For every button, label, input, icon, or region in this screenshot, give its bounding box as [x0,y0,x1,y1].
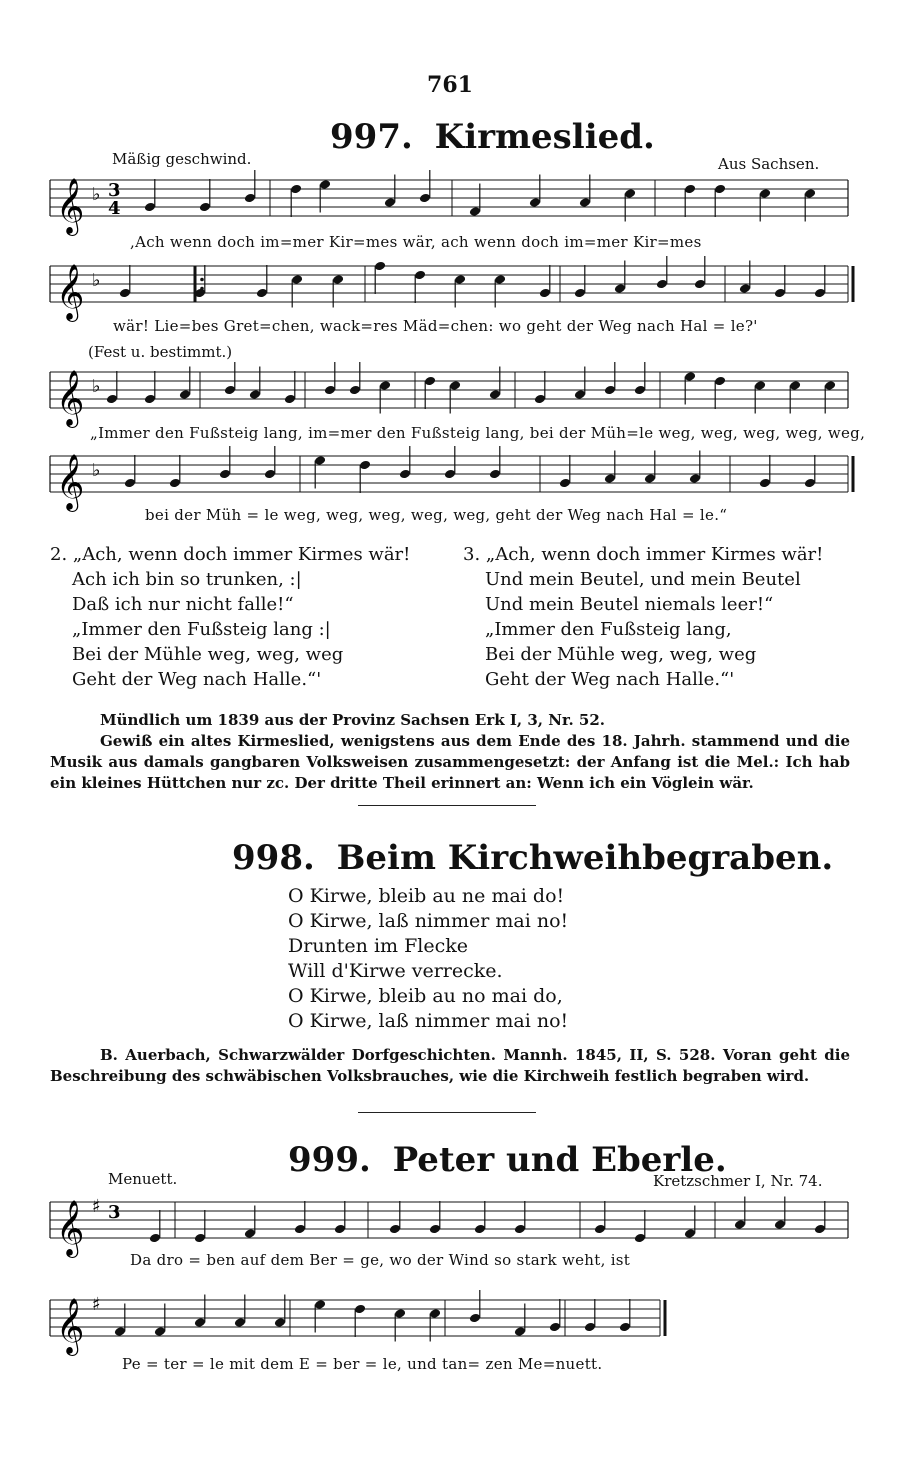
verse-3-line: Und mein Beutel niemals leer!“ [485,594,774,615]
staff-997-1 [0,170,900,234]
song-998-heading [232,838,833,878]
staff-999-2 [0,1290,900,1354]
staff-999-1 [0,1192,900,1256]
staff-997-4 [0,446,900,510]
flat-sign-icon: ♭ [92,459,101,481]
time-signature-numerator: 3 [108,1202,121,1224]
poem-line: O Kirwe, laß nimmer mai no! [288,910,569,932]
song-997-tempo: Mäßig geschwind. [112,150,252,168]
verse-2-line: Daß ich nur nicht falle!“ [72,594,294,615]
flat-sign-icon: ♭ [92,183,101,205]
staff-997-2 [0,256,900,320]
verse-2-line: 2. „Ach, wenn doch immer Kirmes wär! [50,544,411,565]
song-997-tempo-2: (Fest u. bestimmt.) [88,343,233,361]
treble-clef-icon: 𝄞 [56,178,85,234]
song-997-commentary: Gewiß ein altes Kirmeslied, wenigstens aus dem Ende des 18. Jahrh. stammend und die Musik aus damals gangbaren Volksweisen zusammengesetzt: der Anfang ist die Mel.: Ich hab ein kleines Hüttchen nur zc. Der dritte Theil erinnert an: Wenn ich ein Vöglein wär. [50,732,850,792]
song-998-number: 998. [232,838,315,878]
verse-2-line: Geht der Weg nach Halle.“' [72,669,322,690]
poem-line: O Kirwe, bleib au no mai do, [288,985,563,1007]
song-999-title: Peter und Eberle. [392,1140,727,1180]
song-997-heading [330,117,655,157]
lyrics-997-line-1: ,Ach wenn doch im=mer Kir=mes wär, ach wenn doch im=mer Kir=mes [130,233,702,251]
sharp-sign-icon: ♯ [92,1195,101,1217]
verse-2-line: „Immer den Fußsteig lang :| [72,619,331,640]
poem-line: O Kirwe, bleib au ne mai do! [288,885,565,907]
lyrics-999-line-1: Da dro = ben auf dem Ber = ge, wo der Wind so stark weht, ist [130,1251,631,1269]
time-signature-numerator: 3 [108,180,121,202]
song-997-origin: Aus Sachsen. [718,155,820,173]
poem-line: Drunten im Flecke [288,935,468,957]
lyrics-997-line-3: „Immer den Fußsteig lang, im=mer den Fußsteig lang, bei der Müh=le weg, weg, weg, weg, weg, [90,424,866,442]
divider-1 [358,805,536,806]
lyrics-999-line-2: Pe = ter = le mit dem E = ber = le, und tan= zen Me=nuett. [122,1355,603,1373]
verse-2 [50,542,410,692]
verse-3-line: Geht der Weg nach Halle.“' [485,669,735,690]
poem-line: O Kirwe, laß nimmer mai no! [288,1010,569,1032]
treble-clef-icon: 𝄞 [56,264,85,320]
treble-clef-icon: 𝄞 [56,1298,85,1354]
flat-sign-icon: ♭ [92,375,101,397]
verse-3-line: 3. „Ach, wenn doch immer Kirmes wär! [463,544,824,565]
song-997-title: Kirmeslied. [434,117,655,157]
song-997-source-note: Mündlich um 1839 aus der Provinz Sachsen Erk I, 3, Nr. 52. [100,711,606,729]
flat-sign-icon: ♭ [92,269,101,291]
verse-3-line: Und mein Beutel, und mein Beutel [485,569,801,590]
song-998-note: B. Auerbach, Schwarzwälder Dorfgeschichten. Mannh. 1845, II, S. 528. Voran geht die Beschreibung des schwäbischen Volksbrauches, wie die Kirchweih festlich begraben wird. [50,1046,850,1085]
song-999-source: Kretzschmer I, Nr. 74. [653,1172,823,1190]
lyrics-997-line-4: bei der Müh = le weg, weg, weg, weg, weg, geht der Weg nach Hal = le.“ [145,506,728,524]
verse-3 [463,542,823,692]
song-999-tempo: Menuett. [108,1170,178,1188]
lyrics-997-line-2: wär! Lie=bes Gret=chen, wack=res Mäd=chen: wo geht der Weg nach Hal = le?' [113,317,758,335]
divider-2 [358,1112,536,1113]
repeat-dot [200,278,204,282]
treble-clef-icon: 𝄞 [56,454,85,510]
verse-3-line: „Immer den Fußsteig lang, [485,619,732,640]
verse-2-line: Bei der Mühle weg, weg, weg [72,644,344,665]
treble-clef-icon: 𝄞 [56,1200,85,1256]
song-998-title: Beim Kirchweihbegraben. [336,838,834,878]
time-signature-denominator: 4 [108,198,121,220]
sharp-sign-icon: ♯ [92,1293,101,1315]
song-999-number: 999. [288,1140,371,1180]
verse-2-line: Ach ich bin so trunken, :| [72,569,302,590]
staff-997-3 [0,362,900,426]
page-number: 761 [427,72,473,98]
verse-3-line: Bei der Mühle weg, weg, weg [485,644,757,665]
poem-line: Will d'Kirwe verrecke. [288,960,503,982]
treble-clef-icon: 𝄞 [56,370,85,426]
song-998-poem [288,884,568,1034]
song-997-number: 997. [330,117,413,157]
